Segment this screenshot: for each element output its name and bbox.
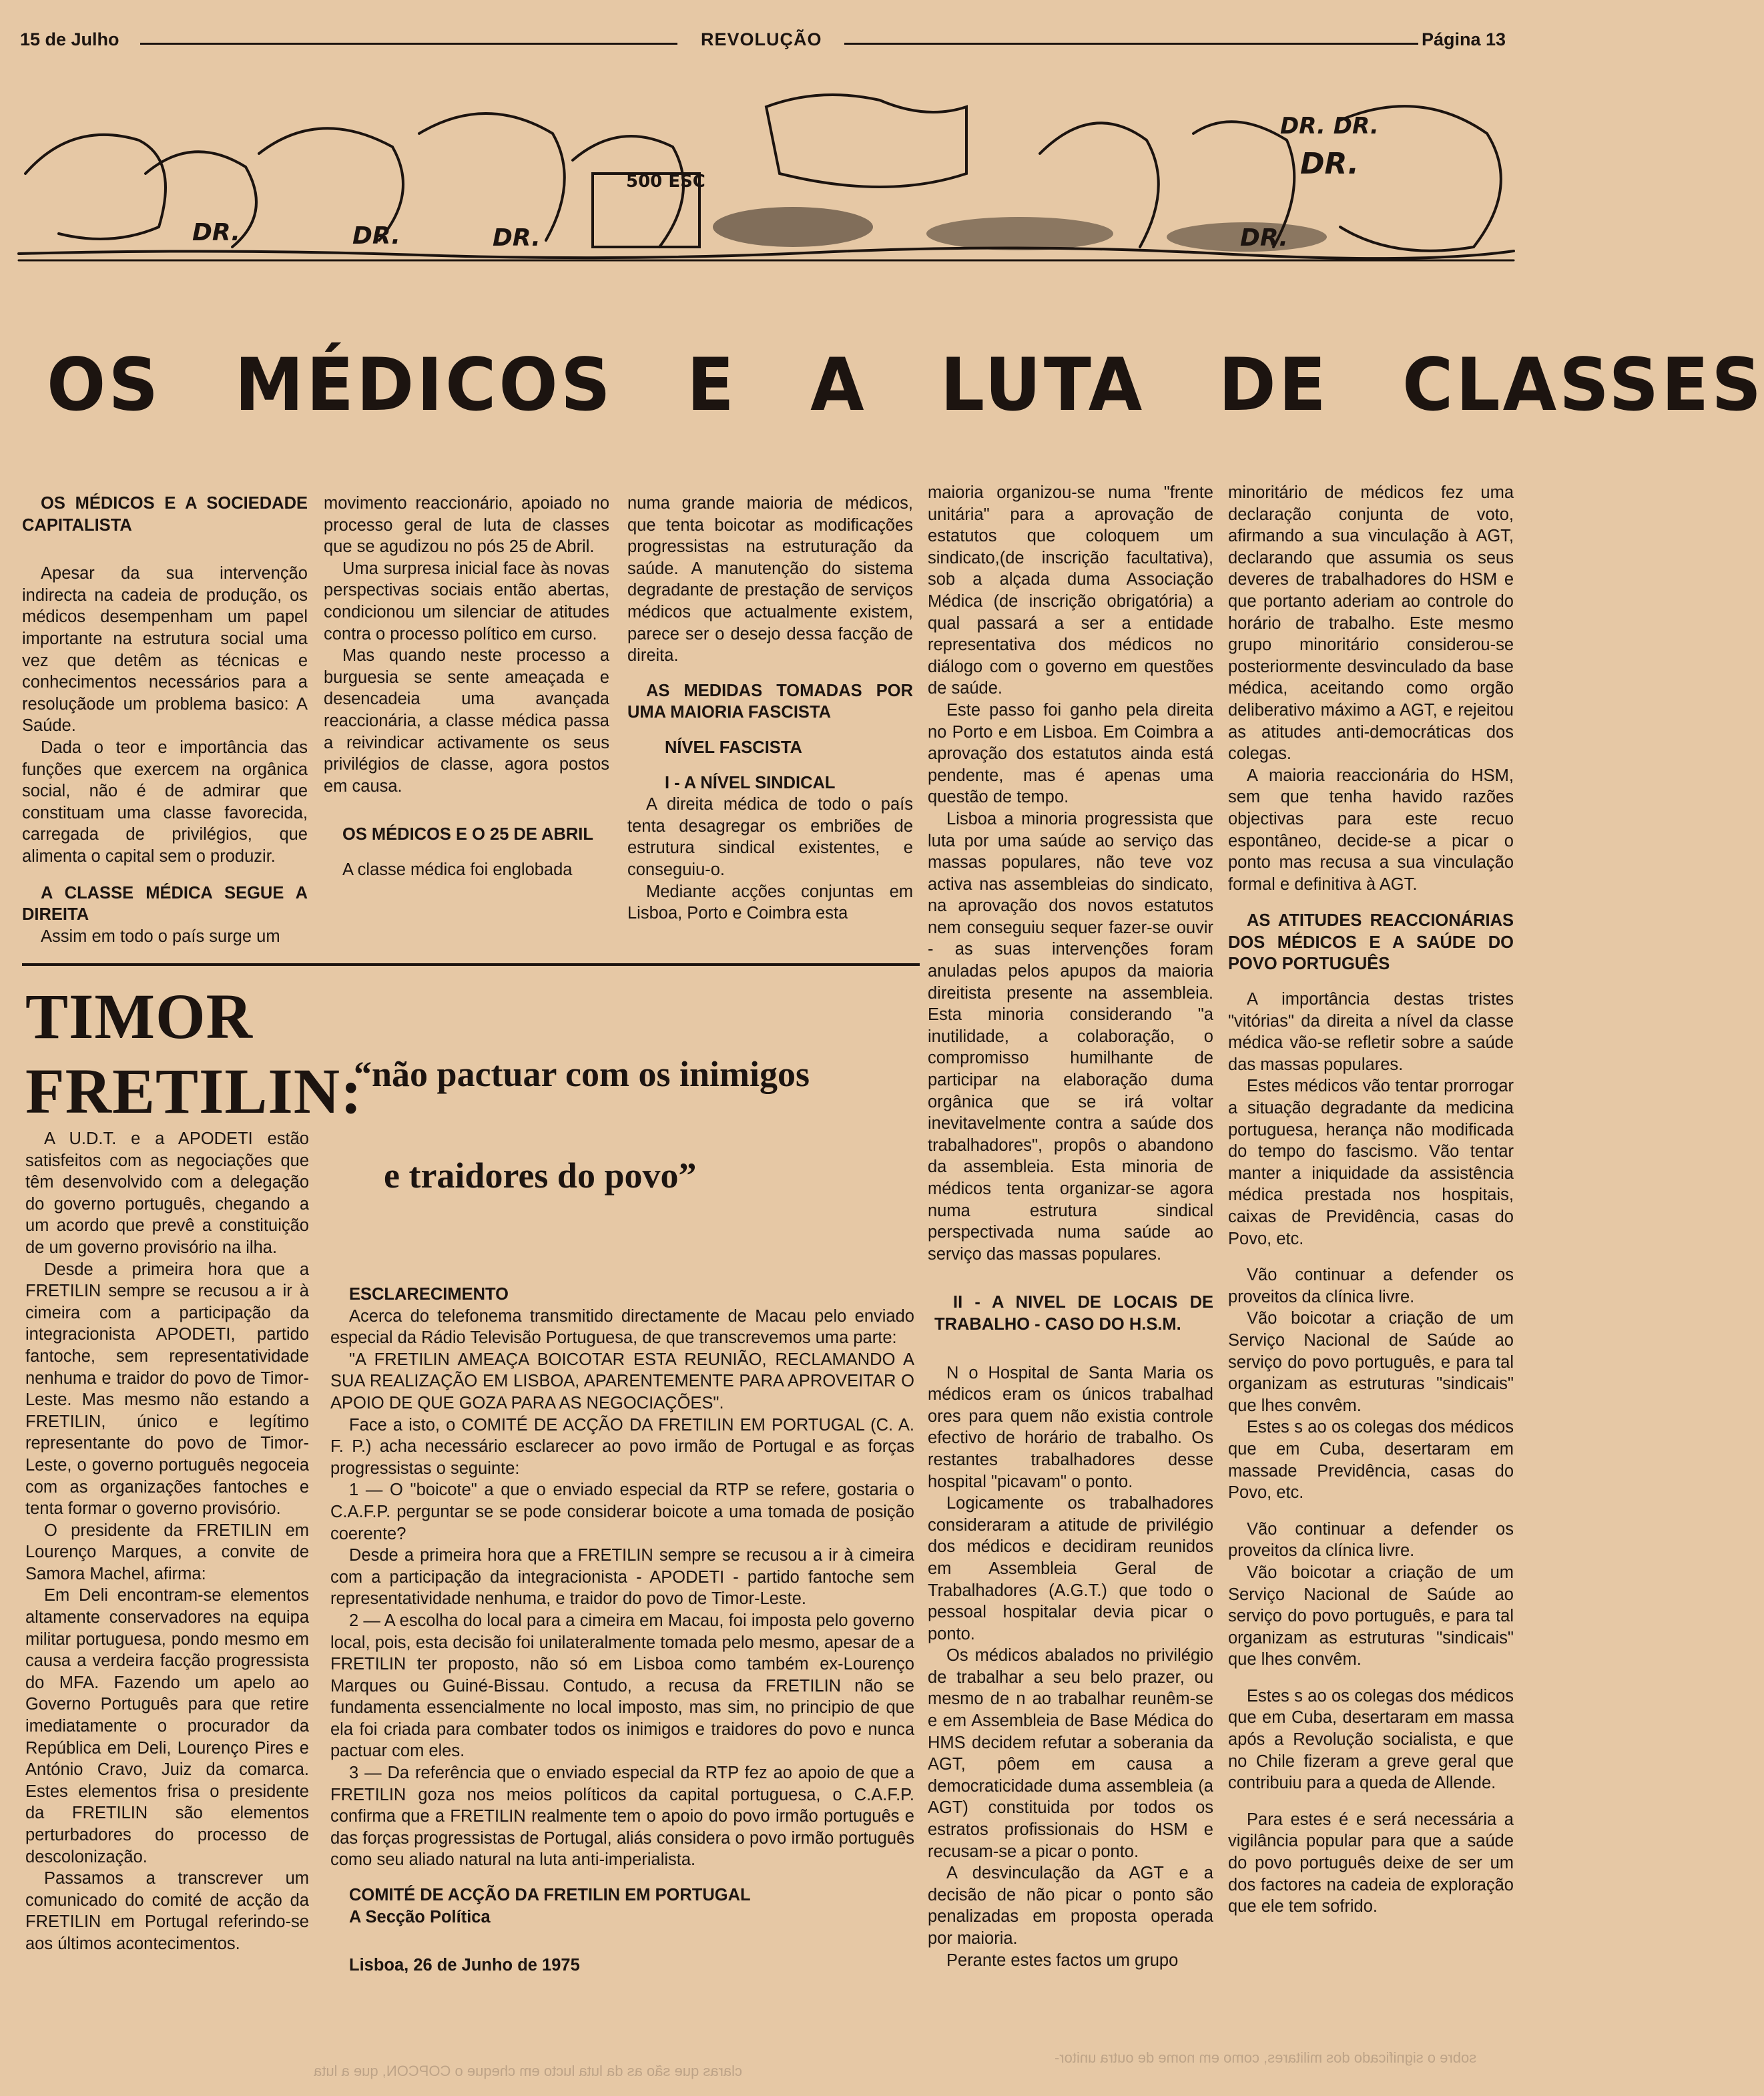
paragraph: Vão boicotar a criação de um Serviço Nacional de Saúde ao serviço do povo português, e para tal organizam as estruturas "sindicais" que lhes convêm. <box>1228 1309 1514 1415</box>
paragraph: A direita médica de todo o país tenta desagregar os embriões de estrutura sindical existentes, e conseguiu-o. <box>627 795 913 879</box>
signature-committee: COMITÉ DE ACÇÃO DA FRETILIN EM PORTUGAL <box>349 1886 751 1905</box>
quote-line-2: e traidores do povo” <box>384 1155 697 1196</box>
cartoon-label-dr-4: DR. <box>1240 224 1288 252</box>
paragraph: Este passo foi ganho pela direita no Porto e em Lisboa. Em Coimbra a aprovação dos estatutos ainda está pendente, mas é apenas uma questão de tempo. <box>928 700 1213 807</box>
cartoon-label-dr-1: DR. <box>192 219 240 246</box>
paragraph: maioria organizou-se numa "frente unitária" para a aprovação de estatutos que coloquem um sindicato,(de inscrição facultativa), sob a alçada duma Associação Médica (de inscrição obrigatória) a qual passará a ser a entidade representativa dos médicos no diálogo com o governo em questões de saúde. <box>928 483 1213 698</box>
paragraph: A desvinculação da AGT e a decisão de não picar o ponto são penalizadas em proposta operada por maioria. <box>928 1864 1213 1948</box>
bleed-through-text: claras que são as da luta lucto em cheque o COPCON, que a luta <box>314 2063 743 2079</box>
paragraph: A U.D.T. e a APODETI estão satisfeitos com as negociações que têm desenvolvido com a delegação do governo português, chegando a um acordo que prevê a constituição de um governo provisório na ilha. <box>25 1129 309 1257</box>
header-date: 15 de Julho <box>20 29 119 49</box>
cartoon-illustration <box>19 93 1514 267</box>
paragraph: Logicamente os trabalhadores consideraram a atitude de privilégio dos médicos e decidiram reunidos em Assembleia Geral de Trabalhadores (A.G.T.) que todo o pessoal hospitalar devia picar o ponto. <box>928 1494 1213 1643</box>
subhead-esclarecimento: ESCLARECIMENTO <box>349 1285 509 1304</box>
paragraph: Estes médicos vão tentar prorrogar a situação degradante da medicina portuguesa, herança não modificada do tempo do fascismo. Vão tentar manter a iniquidade da assistência médica prestada nos hospitais, caixas de Previdência, casas do Povo, etc. <box>1228 1077 1514 1248</box>
paragraph: Perante estes factos um grupo <box>946 1950 1179 1970</box>
dateline: Lisboa, 26 de Junho de 1975 <box>349 1956 580 1975</box>
subhead-sociedade-capitalista: OS MÉDICOS E A SOCIEDADE CAPITALISTA <box>22 494 308 535</box>
paragraph: Em Deli encontram-se elementos altamente conservadores na equipa militar portuguesa, pondo mesmo em causa a verdeira facção progressista do MFA. Fazendo um apelo ao Governo Português para que retire imediatamente o procurador da República em Deli, Lourenço Pires e António Cravo, Juiz da comarca. Estes elementos frisa o presidente da FRETILIN são elementos perturbadores do processo de descolonização. <box>25 1586 309 1866</box>
paragraph: Desde a primeira hora que a FRETILIN sempre se recusou a ir à cimeira com a participação da integracionista APODETI, partido fantoche, sem representatividade nenhuma e traidor do povo de Timor-Leste. Mas mesmo não estando a FRETILIN, único e legítimo representante do povo de Timor-Leste, o governo português negoceia com as organizações fantoches e tenta formar o governo provisório. <box>25 1260 309 1519</box>
paragraph: N o Hospital de Santa Maria os médicos eram os únicos trabalhad ores para quem não existia controle efectivo de horário de trabalho. Os restantes trabalhadores desse hospital "picavam" o ponto. <box>928 1363 1213 1491</box>
cartoon-label-dr-3: DR. <box>493 224 541 252</box>
paragraph: Mediante acções conjuntas em Lisboa, Porto e Coimbra esta <box>627 882 913 923</box>
paragraph: Dada o teor e importância das funções que exercem na orgânica social, não é de admirar que constituam uma classe favorecida, carregada de privilégios, que alimenta o capital sem o produzir. <box>22 738 308 866</box>
paragraph: Para estes é e será necessária a vigilância popular para que a saúde do povo português deixe de ser um dos factores na cadeia de exploração que ele tem sofrido. <box>1228 1810 1514 1916</box>
fretilin-title: FRETILIN: <box>25 1055 363 1127</box>
page-number: Página 13 <box>1421 29 1506 49</box>
headline: OS MÉDICOS E A LUTA DE CLASSES <box>47 341 1764 428</box>
paragraph: Passamos a transcrever um comunicado do comité de acção da FRETILIN em Portugal referindo-se aos últimos acontecimentos. <box>25 1869 309 1953</box>
paragraph: 3 — Da referência que o enviado especial da RTP fez ao apoio de que a FRETILIN goza nos meios políticos da capital portuguesa, o C.A.F.P. confirma que a FRETILIN realmente tem o apoio do povo irmão português e das forças progressistas de Portugal, aliás considera o povo irmão português como seu aliado natural na luta anti-imperialista. <box>330 1764 914 1870</box>
paragraph: Estes s ao os colegas dos médicos que em Cuba, desertaram em massa após a Revolução socialista, e que no Chile fizeram a greve geral que contribuiu para a queda de Allende. <box>1228 1686 1514 1793</box>
quote-line-1: “não pactuar com os inimigos <box>354 1054 810 1094</box>
cartoon-label-dr-5: DR. <box>1300 147 1359 181</box>
newspaper-name: REVOLUÇÃO <box>701 29 822 49</box>
paragraph: 1 — O "boicote" a que o enviado especial da RTP se refere, gostaria o C.A.F.P. perguntar se se pode considerar boicote a uma tomada de posição coerente? <box>330 1481 914 1543</box>
header-rule-left <box>140 43 677 45</box>
subhead-25-abril: OS MÉDICOS E O 25 DE ABRIL <box>342 825 593 844</box>
article-divider <box>22 963 920 966</box>
paragraph: movimento reaccionário, apoiado no processo geral de luta de classes que se agudizou no pós 25 de Abril. <box>324 494 609 557</box>
paragraph: Vão continuar a defender os proveitos da clínica livre. <box>1228 1266 1514 1306</box>
bleed-through-text: sobre o significado dos militares, como em nome de outra unitor- <box>1055 2049 1477 2066</box>
paragraph: Desde a primeira hora que a FRETILIN sempre se recusou a ir à cimeira com a participação da integracionista - APODETI - partido fantoche sem representatividade nenhuma, e traidor do povo de Timor-Leste. <box>330 1546 914 1609</box>
paragraph: Estes s ao os colegas dos médicos que em Cuba, desertaram em massade Previdência, casas do Povo, etc. <box>1228 1418 1514 1503</box>
paragraph: "A FRETILIN AMEAÇA BOICOTAR ESTA REUNIÃO, RECLAMANDO A SUA REALIZAÇÃO EM LISBOA, APARENTEMENTE PARA APROVEITAR O APOIO DE QUE GOZA PARA AS NEGOCIAÇÕES". <box>330 1350 914 1412</box>
subhead-medidas: AS MEDIDAS TOMADAS POR UMA MAIORIA FASCISTA <box>627 681 913 722</box>
paragraph: A classe médica foi englobada <box>342 860 573 879</box>
cartoon-label-dr-dr: DR. DR. <box>1280 113 1379 140</box>
paragraph: Assim em todo o país surge um <box>41 927 280 946</box>
paragraph: A importância destas tristes "vitórias" da direita a nível da classe médica vão-se refletir sobre a saúde das massas populares. <box>1228 990 1514 1074</box>
paragraph: Vão boicotar a criação de um Serviço Nacional de Saúde ao serviço do povo português, e para tal organizam as estruturas "sindicais" que lhes convêm. <box>1228 1563 1514 1669</box>
cartoon-label-dr-2: DR. <box>352 222 400 250</box>
article2-left-col <box>25 1128 309 1955</box>
subhead-locais-trabalho: II - A NIVEL DE LOCAIS DE TRABALHO - CASO DO H.S.M. <box>934 1293 1213 1334</box>
article1-col5 <box>1228 482 1514 1918</box>
article1-col4 <box>928 482 1213 1971</box>
article1-col1 <box>22 493 308 947</box>
paragraph: Os médicos abalados no privilégio de trabalhar a seu belo prazer, ou mesmo de n ao trabalhar reunêm-se e em Assembleia de Base Médica do HMS decidem refutar a soberania da AGT, pôem em causa a democraticidade duma assembleia (a AGT) constituida por todos os estratos profissionais do HSM e recusam-se a picar o ponto. <box>928 1646 1213 1861</box>
paragraph: O presidente da FRETILIN em Lourenço Marques, a convite de Samora Machel, afirma: <box>25 1521 309 1583</box>
signature-section: A Secção Política <box>349 1907 491 1926</box>
subhead-nivel-fascista: NÍVEL FASCISTA <box>665 738 802 757</box>
article2-center-col <box>330 1284 914 1977</box>
timor-title: TIMOR <box>25 981 253 1052</box>
subhead-classe-medica: A CLASSE MÉDICA SEGUE A DIREITA <box>22 883 308 925</box>
cartoon-label-500esc: 500 ESC <box>626 172 705 192</box>
paragraph: Vão continuar a defender os proveitos da clínica livre. <box>1228 1519 1514 1561</box>
paragraph: Acerca do telefonema transmitido directamente de Macau pelo enviado especial da Rádio Televisão Portuguesa, de que transcrevemos uma parte: <box>330 1306 914 1348</box>
paragraph: 2 — A escolha do local para a cimeira em Macau, foi imposta pelo governo local, pois, esta decisão foi unilateralmente tomada pelo mesmo, apesar de a FRETILIN ter proposto, não só em Lisboa como também ex-Lourenço Marques ou Guiné-Bissau. Contudo, a recusa da FRETILIN não se fundamenta essencialmente no local imposto, mas sim, no principio de que ela foi criada para combater todos os inimigos e traidores do povo e nunca pactuar com eles. <box>330 1611 914 1761</box>
paragraph: Apesar da sua intervenção indirecta na cadeia de produção, os médicos desempenham um papel importante na estrutura social uma vez que detêm as técnicas e conhecimentos necessários para a resoluçãode um problema basico: A Saúde. <box>22 564 308 736</box>
paragraph: Mas quando neste processo a burguesia se sente ameaçada e desencadeia uma avançada reaccionária, a classe médica passa a reivindicar activamente os seus privilégios de classe, agora postos em causa. <box>324 646 609 796</box>
paragraph: numa grande maioria de médicos, que tenta boicotar as modificações progressistas na estruturação da saúde. A manutenção do sistema degradante de prestação de serviços médicos que actualmente existem, parece ser o desejo dessa facção de direita. <box>627 494 913 666</box>
subhead-atitudes: AS ATITUDES REACCIONÁRIAS DOS MÉDICOS E A SAÚDE DO POVO PORTUGUÊS <box>1228 911 1514 974</box>
article1-col3 <box>627 493 913 925</box>
paragraph: Uma surpresa inicial face às novas perspectivas sociais então abertas, condicionou um silenciar de atitudes contra o processo político em curso. <box>324 559 609 643</box>
paragraph: Face a isto, o COMITÉ DE ACÇÃO DA FRETILIN EM PORTUGAL (C. A. F. P.) acha necessário esclarecer ao povo irmão de Portugal e as forças progressistas o seguinte: <box>330 1415 914 1478</box>
header-rule-right <box>844 43 1418 45</box>
subhead-nivel-sindical: I - A NÍVEL SINDICAL <box>665 773 836 792</box>
paragraph: Lisboa a minoria progressista que luta por uma saúde ao serviço das massas populares, não teve voz activa nas assembleias do sindicato, na aprovação dos novos estatutos nem conseguiu sequer fazer-se ouvir - as suas intervenções foram anuladas pelos apupos da maioria direitista presente na assembleia. Esta minoria considerando "a inutilidade, a colaboração, o compromisso humilhante de participar na elaboração duma orgânica que se irá voltar inevitavelmente contra a saúde dos trabalhadores", propôs o abandono da assembleia. Esta minoria de médicos tenta organizar-se agora numa estrutura sindical perspectivada numa saúde ao serviço das massas populares. <box>928 809 1213 1264</box>
paragraph: A maioria reaccionária do HSM, sem que tenha havido razões objectivas para este recuo espontâneo, decide-se a picar o ponto mas recusa a sua vinculação formal e definitiva à AGT. <box>1228 766 1514 894</box>
article1-col2 <box>324 493 609 881</box>
paragraph: minoritário de médicos fez uma declaração conjunta de voto, afirmando a sua vinculação à AGT, declarando que assumia os seus deveres de trabalhadores do HSM e que portanto aderiam ao controle do horário de trabalho. Este mesmo grupo minoritário considerou-se posteriormente desvinculado da base médica, aceitando como orgão deliberativo máximo a AGT, e rejeitou as atitudes anti-democráticas dos colegas. <box>1228 483 1514 764</box>
